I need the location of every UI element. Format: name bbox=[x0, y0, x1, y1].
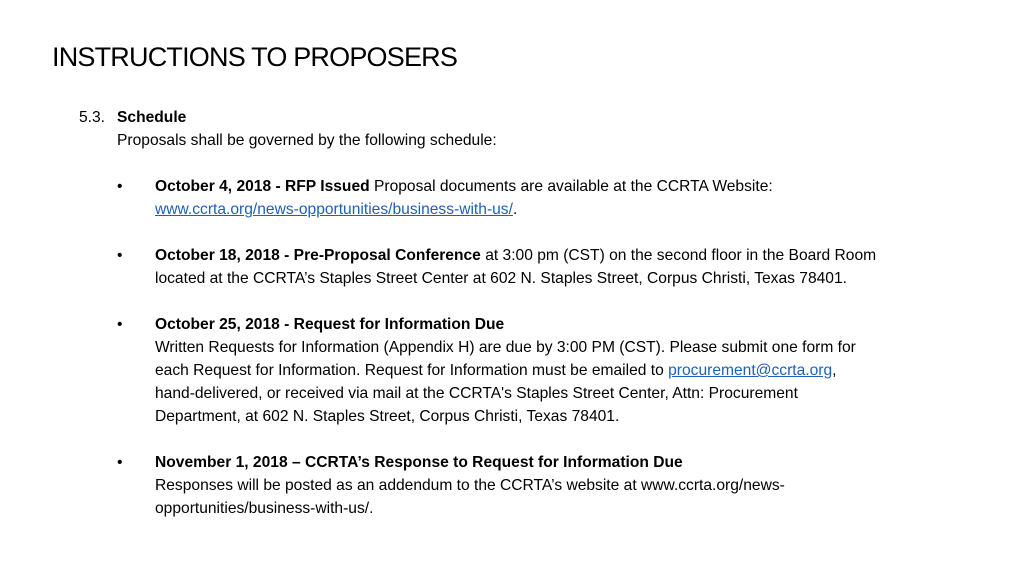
schedule-item-pre-proposal-conference bbox=[0, 244, 1024, 290]
website-link[interactable]: www.ccrta.org/news-opportunities/business-with-us/ bbox=[155, 201, 513, 218]
section-number: 5.3. bbox=[79, 109, 106, 126]
item-heading: October 4, 2018 - RFP Issued bbox=[155, 178, 370, 195]
item-text: at 3:00 pm (CST) on the second floor in the Board Room bbox=[480, 247, 877, 264]
item-line bbox=[155, 244, 964, 267]
schedule-list bbox=[0, 175, 1024, 520]
bullet-icon: • bbox=[117, 178, 123, 195]
item-text: . bbox=[512, 201, 518, 218]
item-line bbox=[155, 359, 964, 382]
email-link[interactable]: procurement@ccrta.org bbox=[668, 362, 833, 379]
page-title: INSTRUCTIONS TO PROPOSERS bbox=[52, 42, 458, 72]
section-intro: Proposals shall be governed by the following schedule: bbox=[117, 132, 497, 149]
schedule-item-request-for-information bbox=[0, 313, 1024, 428]
item-heading: November 1, 2018 – CCRTA’s Response to Request for Information Due bbox=[155, 454, 683, 471]
item-line bbox=[155, 198, 964, 221]
section-title: Schedule bbox=[117, 109, 187, 126]
item-line: Department, at 602 N. Staples Street, Corpus Christi, Texas 78401. bbox=[155, 408, 620, 425]
bullet-icon: • bbox=[117, 247, 123, 264]
item-line: Responses will be posted as an addendum to the CCRTA’s website at www.ccrta.org/news- bbox=[155, 477, 785, 494]
item-line bbox=[155, 175, 964, 198]
item-text: , bbox=[832, 362, 837, 379]
item-line: hand-delivered, or received via mail at the CCRTA's Staples Street Center, Attn: Procurement bbox=[155, 385, 798, 402]
item-text: each Request for Information. Request for Information must be emailed to bbox=[155, 362, 669, 379]
item-heading: October 18, 2018 - Pre-Proposal Conference bbox=[155, 247, 481, 264]
item-text: Proposal documents are available at the CCRTA Website: bbox=[369, 178, 773, 195]
bullet-icon: • bbox=[117, 454, 123, 471]
item-heading: October 25, 2018 - Request for Information Due bbox=[155, 316, 505, 333]
schedule-section bbox=[0, 106, 1024, 543]
item-line: located at the CCRTA’s Staples Street Center at 602 N. Staples Street, Corpus Christi, Texas 78401. bbox=[155, 270, 847, 287]
section-header bbox=[0, 106, 1024, 129]
item-line: opportunities/business-with-us/. bbox=[155, 500, 374, 517]
item-line: Written Requests for Information (Appendix H) are due by 3:00 PM (CST). Please submit one form for bbox=[155, 339, 856, 356]
schedule-item-rfi-response bbox=[0, 451, 1024, 520]
bullet-icon: • bbox=[117, 316, 123, 333]
schedule-item-rfp-issued bbox=[0, 175, 1024, 221]
